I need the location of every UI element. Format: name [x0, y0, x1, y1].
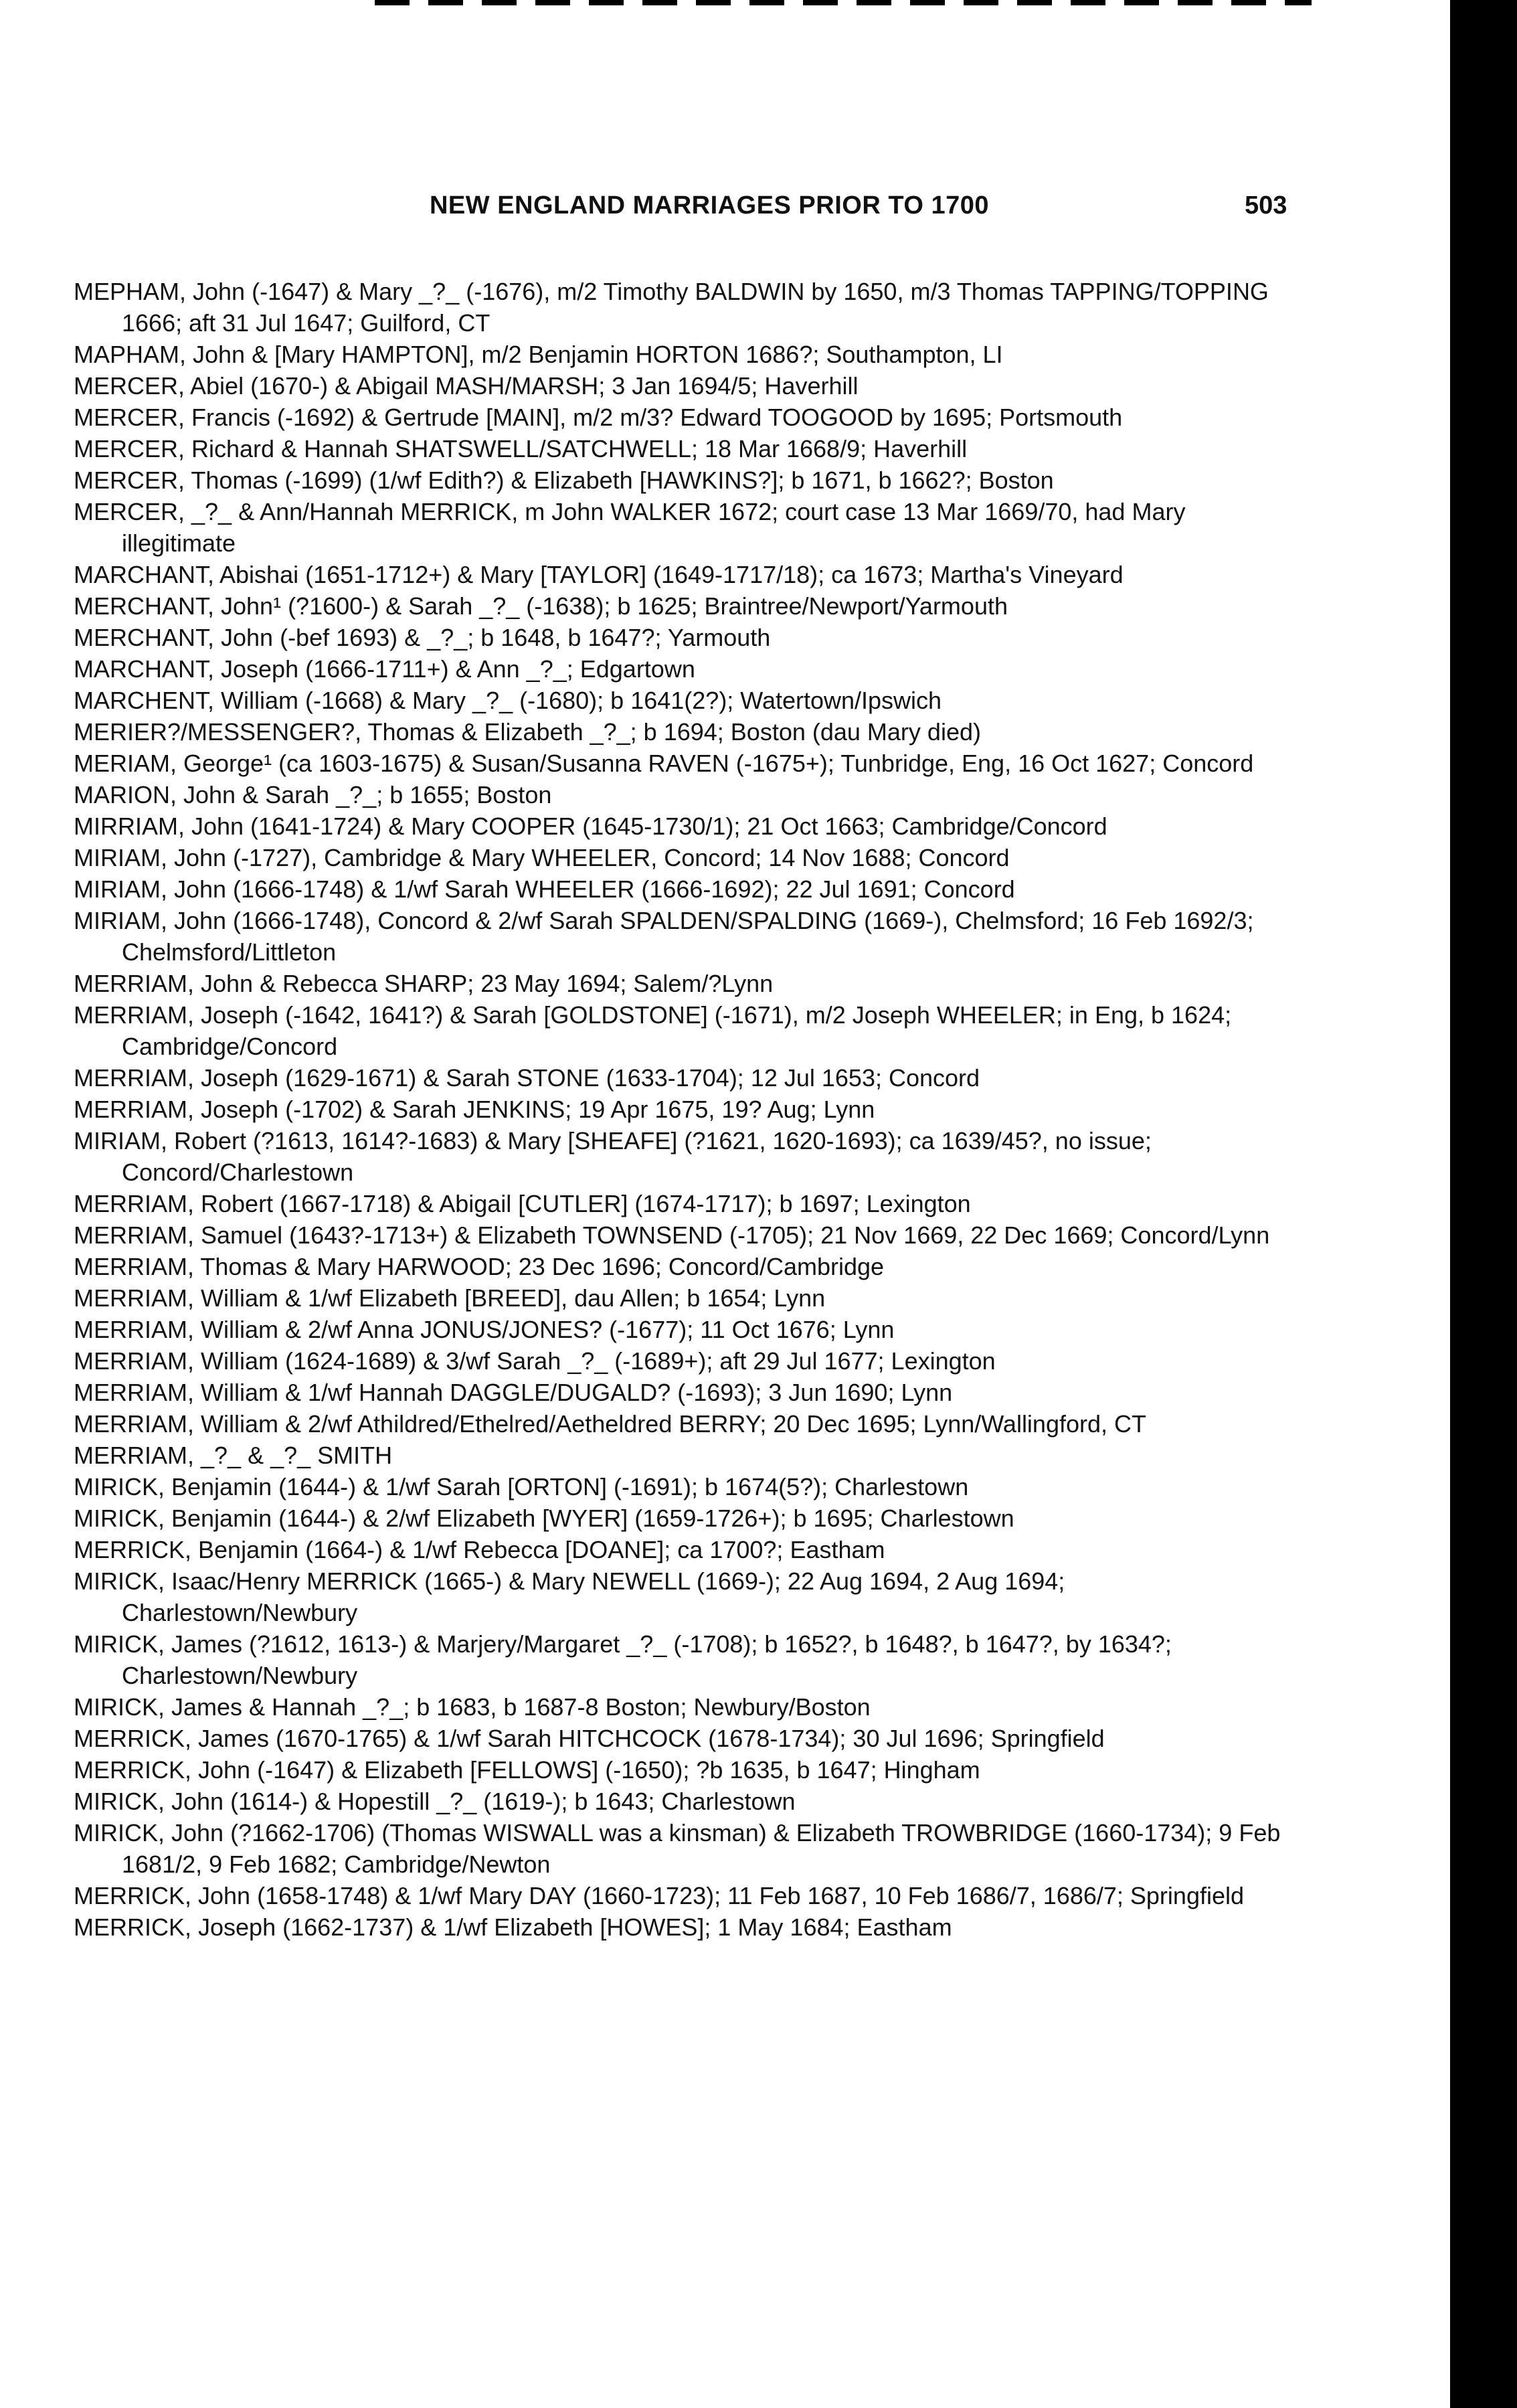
entry: MIRICK, John (1614-) & Hopestill _?_ (1619-); b 1643; Charlestown: [74, 1788, 796, 1815]
entry: MERCER, _?_ & Ann/Hannah MERRICK, m John WALKER 1672; court case 13 Mar 1669/70, had Mary illegitimate: [74, 498, 1186, 557]
entry: MIRICK, James & Hannah _?_; b 1683, b 1687-8 Boston; Newbury/Boston: [74, 1693, 871, 1721]
entry: MERRIAM, _?_ & _?_ SMITH: [74, 1442, 393, 1469]
entry: MARION, John & Sarah _?_; b 1655; Boston: [74, 781, 552, 808]
entry: MERRIAM, William & 2/wf Athildred/Ethelred/Aetheldred BERRY; 20 Dec 1695; Lynn/Wallingford, CT: [74, 1410, 1147, 1438]
entry: MERIAM, George¹ (ca 1603-1675) & Susan/Susanna RAVEN (-1675+); Tunbridge, Eng, 16 Oct 1627; Concord: [74, 750, 1254, 777]
entry: MIRIAM, John (1666-1748), Concord & 2/wf Sarah SPALDEN/SPALDING (1669-), Chelmsford; 16 Feb 1692/3; Chelmsford/Littleton: [74, 907, 1254, 966]
page-title: NEW ENGLAND MARRIAGES PRIOR TO 1700: [429, 191, 990, 220]
entry: MIRIAM, John (1666-1748) & 1/wf Sarah WHEELER (1666-1692); 22 Jul 1691; Concord: [74, 875, 1015, 903]
entry: MIRIAM, Robert (?1613, 1614?-1683) & Mary [SHEAFE] (?1621, 1620-1693); ca 1639/45?, no issue; Concord/Charlestown: [74, 1127, 1152, 1186]
scan-edge: [1450, 0, 1517, 2408]
entry: MIRRIAM, John (1641-1724) & Mary COOPER (1645-1730/1); 21 Oct 1663; Cambridge/Concord: [74, 812, 1107, 840]
entry: MERRIAM, William & 1/wf Hannah DAGGLE/DUGALD? (-1693); 3 Jun 1690; Lynn: [74, 1379, 953, 1406]
entry: MERCER, Abiel (1670-) & Abigail MASH/MARSH; 3 Jan 1694/5; Haverhill: [74, 372, 859, 400]
entry: MIRICK, Benjamin (1644-) & 2/wf Elizabeth [WYER] (1659-1726+); b 1695; Charlestown: [74, 1504, 1014, 1532]
entry: MERRICK, Joseph (1662-1737) & 1/wf Elizabeth [HOWES]; 1 May 1684; Eastham: [74, 1913, 952, 1941]
entry: MERRIAM, Joseph (1629-1671) & Sarah STONE (1633-1704); 12 Jul 1653; Concord: [74, 1064, 980, 1092]
entry: MERCHANT, John¹ (?1600-) & Sarah _?_ (-1638); b 1625; Braintree/Newport/Yarmouth: [74, 592, 1008, 620]
entry: MIRICK, Benjamin (1644-) & 1/wf Sarah [ORTON] (-1691); b 1674(5?); Charlestown: [74, 1473, 969, 1500]
entry: MIRICK, Isaac/Henry MERRICK (1665-) & Mary NEWELL (1669-); 22 Aug 1694, 2 Aug 1694; Charlestown/Newbury: [74, 1567, 1065, 1626]
page-number: 503: [1245, 191, 1287, 220]
entry: MERRICK, James (1670-1765) & 1/wf Sarah HITCHCOCK (1678-1734); 30 Jul 1696; Springfield: [74, 1725, 1105, 1752]
entry: MIRICK, James (?1612, 1613-) & Marjery/Margaret _?_ (-1708); b 1652?, b 1648?, b 1647?, by 1634?; Charlestown/Newbury: [74, 1630, 1172, 1689]
entry: MERRIAM, Samuel (1643?-1713+) & Elizabeth TOWNSEND (-1705); 21 Nov 1669, 22 Dec 1669; Concord/Lynn: [74, 1221, 1270, 1249]
entry: MERIER?/MESSENGER?, Thomas & Elizabeth _?_; b 1694; Boston (dau Mary died): [74, 718, 981, 746]
entry: MAPHAM, John & [Mary HAMPTON], m/2 Benjamin HORTON 1686?; Southampton, LI: [74, 341, 1003, 368]
entry: MERRIAM, Thomas & Mary HARWOOD; 23 Dec 1696; Concord/Cambridge: [74, 1253, 885, 1280]
entry: MARCHANT, Abishai (1651-1712+) & Mary [TAYLOR] (1649-1717/18); ca 1673; Martha's Vineyard: [74, 561, 1124, 588]
entry: MERCER, Richard & Hannah SHATSWELL/SATCHWELL; 18 Mar 1668/9; Haverhill: [74, 435, 968, 462]
entry: MARCHANT, Joseph (1666-1711+) & Ann _?_; Edgartown: [74, 655, 695, 683]
entry: MERRIAM, Joseph (-1702) & Sarah JENKINS; 19 Apr 1675, 19? Aug; Lynn: [74, 1096, 875, 1123]
entry: MERCER, Francis (-1692) & Gertrude [MAIN], m/2 m/3? Edward TOOGOOD by 1695; Portsmouth: [74, 404, 1123, 431]
entry: MIRIAM, John (-1727), Cambridge & Mary WHEELER, Concord; 14 Nov 1688; Concord: [74, 844, 1010, 871]
entry: MERRIAM, William (1624-1689) & 3/wf Sarah _?_ (-1689+); aft 29 Jul 1677; Lexington: [74, 1347, 996, 1375]
entry: MARCHENT, William (-1668) & Mary _?_ (-1680); b 1641(2?); Watertown/Ipswich: [74, 687, 942, 714]
entry: MEPHAM, John (-1647) & Mary _?_ (-1676), m/2 Timothy BALDWIN by 1650, m/3 Thomas TAPPING/TOPPING 1666; aft 31 Jul 1647; Guilford, CT: [74, 278, 1269, 337]
entry: MERRIAM, William & 2/wf Anna JONUS/JONES? (-1677); 11 Oct 1676; Lynn: [74, 1316, 895, 1343]
entry: MERRIAM, William & 1/wf Elizabeth [BREED], dau Allen; b 1654; Lynn: [74, 1284, 826, 1312]
entry: MERRICK, Benjamin (1664-) & 1/wf Rebecca [DOANE]; ca 1700?; Eastham: [74, 1536, 885, 1563]
entry: MERRIAM, John & Rebecca SHARP; 23 May 1694; Salem/?Lynn: [74, 970, 774, 997]
marriage-entries: [74, 276, 1305, 1943]
entry: MERCER, Thomas (-1699) (1/wf Edith?) & Elizabeth [HAWKINS?]; b 1671, b 1662?; Boston: [74, 466, 1054, 494]
entry: MERRIAM, Joseph (-1642, 1641?) & Sarah [GOLDSTONE] (-1671), m/2 Joseph WHEELER; in Eng, b 1624; Cambridge/Concord: [74, 1001, 1232, 1060]
entry: MERRICK, John (1658-1748) & 1/wf Mary DAY (1660-1723); 11 Feb 1687, 10 Feb 1686/7, 1686/7; Springfield: [74, 1882, 1245, 1909]
entry: MERRICK, John (-1647) & Elizabeth [FELLOWS] (-1650); ?b 1635, b 1647; Hingham: [74, 1756, 980, 1784]
entry: MIRICK, John (?1662-1706) (Thomas WISWALL was a kinsman) & Elizabeth TROWBRIDGE (1660-1734); 9 Feb 1681/2, 9 Feb 1682; Cambridge/Newton: [74, 1819, 1281, 1878]
entry: MERRIAM, Robert (1667-1718) & Abigail [CUTLER] (1674-1717); b 1697; Lexington: [74, 1190, 971, 1217]
entry: MERCHANT, John (-bef 1693) & _?_; b 1648, b 1647?; Yarmouth: [74, 624, 771, 651]
